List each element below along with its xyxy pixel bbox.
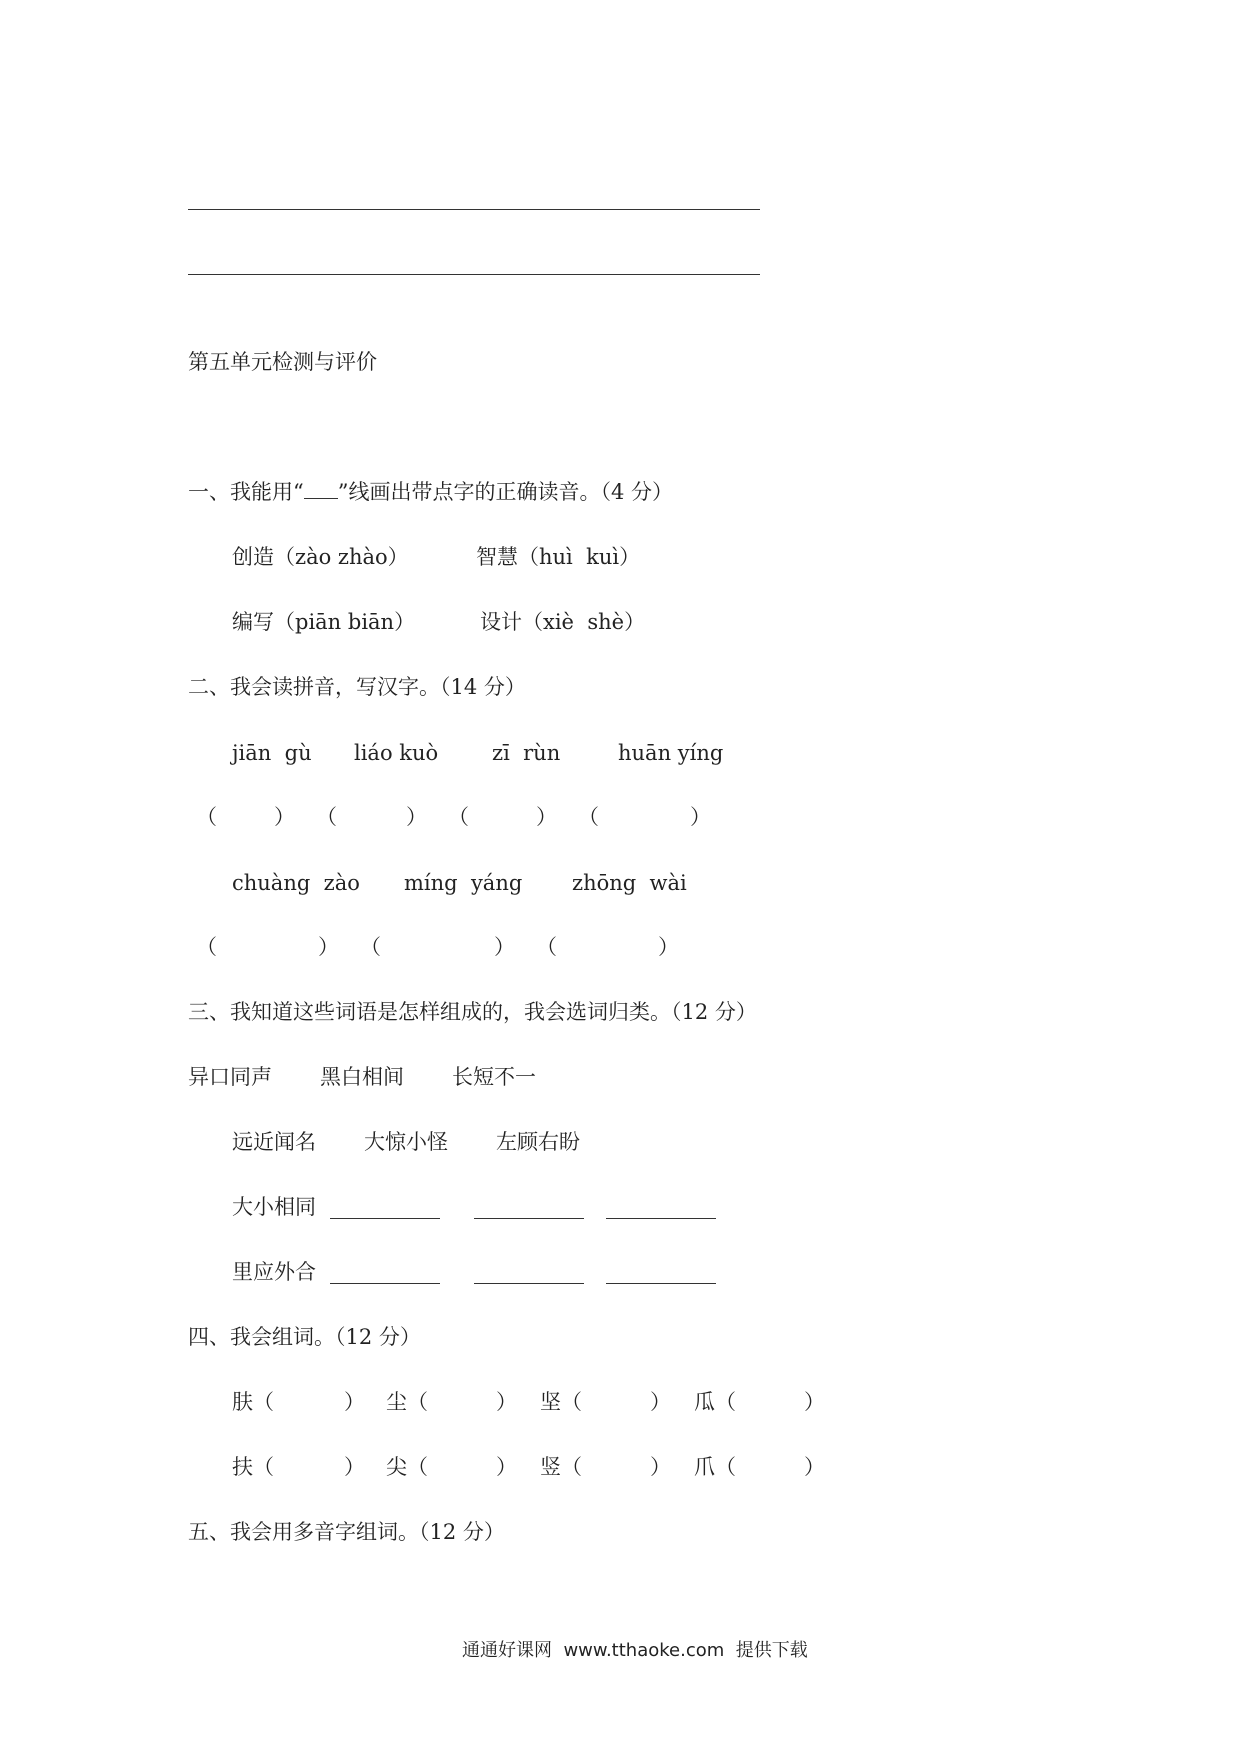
idiom-word: 左顾右盼 [496, 1130, 580, 1154]
answer-blank [474, 1283, 584, 1284]
paren-close: ） [690, 805, 711, 829]
paren-close: ） [344, 1390, 365, 1414]
pinyin-item: chuàng zào [232, 871, 360, 895]
answer-blank [330, 1283, 440, 1284]
answer-blank [330, 1218, 440, 1219]
section-4-heading: 四、我会组词。（12 分） [188, 1325, 421, 1349]
section-1-heading [188, 478, 673, 506]
word-group-char: 坚（ [540, 1390, 582, 1414]
paren-close: ） [536, 805, 557, 829]
section-1-item: 智慧（huì kuì） [476, 545, 641, 569]
section-5-heading: 五、我会用多音字组词。（12 分） [188, 1520, 505, 1544]
section-3-heading: 三、我知道这些词语是怎样组成的，我会选词归类。（12 分） [188, 1000, 757, 1024]
word-group-char: 瓜（ [694, 1390, 736, 1414]
paren-open: （ [196, 805, 217, 829]
idiom-word: 异口同声 [188, 1065, 272, 1089]
paren-open: （ [316, 805, 337, 829]
word-group-char: 尖（ [386, 1455, 428, 1479]
word-group-char: 肤（ [232, 1390, 274, 1414]
section-1-heading-pre: 一、我能用“ [188, 480, 304, 504]
paren-close: ） [496, 1455, 517, 1479]
pinyin-item: míng yáng [404, 871, 523, 895]
answer-blank [474, 1218, 584, 1219]
word-group-char: 扶（ [232, 1455, 274, 1479]
word-group-char: 尘（ [386, 1390, 428, 1414]
answer-blank [606, 1283, 716, 1284]
paren-close: ） [318, 935, 339, 959]
paren-close: ） [406, 805, 427, 829]
paren-open: （ [448, 805, 469, 829]
paren-close: ） [804, 1455, 825, 1479]
answer-blank [606, 1218, 716, 1219]
section-2-heading: 二、我会读拼音，写汉字。（14 分） [188, 675, 526, 699]
pinyin-item: zhōng wài [572, 871, 687, 895]
section-1-item: 创造（zào zhào） [232, 545, 409, 569]
underline-symbol [304, 478, 338, 499]
idiom-word: 远近闻名 [232, 1130, 316, 1154]
paren-close: ） [650, 1390, 671, 1414]
paren-close: ） [344, 1455, 365, 1479]
section-1-heading-post: ”线画出带点字的正确读音。（4 分） [337, 480, 674, 504]
pinyin-item: liáo kuò [354, 741, 439, 765]
paren-close: ） [494, 935, 515, 959]
word-group-char: 爪（ [694, 1455, 736, 1479]
idiom-word: 黑白相间 [320, 1065, 404, 1089]
category-label: 里应外合 [232, 1260, 316, 1284]
paren-close: ） [274, 805, 295, 829]
page-footer: 通通好课网 www.tthaoke.com 提供下载 [462, 1640, 808, 1661]
section-1-item: 编写（piān biān） [232, 610, 416, 634]
answer-line-top-1 [188, 209, 760, 210]
paren-open: （ [536, 935, 557, 959]
category-label: 大小相同 [232, 1195, 316, 1219]
pinyin-item: huān yíng [618, 741, 724, 765]
section-1-item: 设计（xiè shè） [480, 610, 646, 634]
paren-open: （ [578, 805, 599, 829]
answer-line-top-2 [188, 274, 760, 275]
paren-close: ） [650, 1455, 671, 1479]
paren-close: ） [658, 935, 679, 959]
paren-close: ） [496, 1390, 517, 1414]
paren-open: （ [360, 935, 381, 959]
pinyin-item: zī rùn [492, 741, 561, 765]
paren-open: （ [196, 935, 217, 959]
pinyin-item: jiān gù [232, 741, 312, 765]
idiom-word: 大惊小怪 [364, 1130, 448, 1154]
word-group-char: 竖（ [540, 1455, 582, 1479]
page-title: 第五单元检测与评价 [188, 350, 377, 374]
idiom-word: 长短不一 [452, 1065, 536, 1089]
paren-close: ） [804, 1390, 825, 1414]
